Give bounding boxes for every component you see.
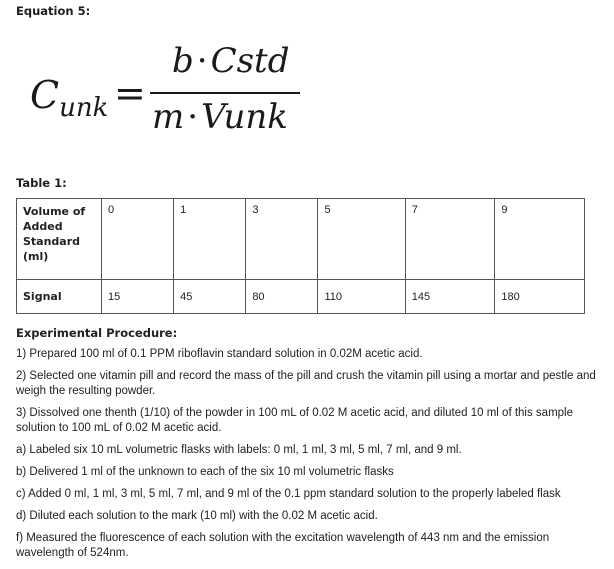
table-cell: 180 xyxy=(495,280,585,314)
equation-lhs xyxy=(30,73,109,123)
equation-numerator xyxy=(172,41,290,81)
procedure-step: 2) Selected one vitamin pill and record the mass of the pill and crush the vitamin pill using a mortar and pestle and weigh the resulting powder. xyxy=(16,370,596,397)
lhs-subscript: unk xyxy=(59,93,109,123)
numerator-subscript: std xyxy=(236,41,290,81)
equation-denominator xyxy=(152,97,288,137)
numerator-c: C xyxy=(210,41,237,81)
table-cell: 80 xyxy=(246,280,318,314)
numerator-dot: · xyxy=(196,41,208,81)
table-cell: 3 xyxy=(246,199,318,280)
row-header-signal: Signal xyxy=(17,280,102,314)
table-label: Table 1: xyxy=(16,176,67,190)
numerator-b: b xyxy=(172,41,194,81)
table-cell: 5 xyxy=(318,199,405,280)
denominator-m: m xyxy=(152,97,185,137)
procedure-title: Experimental Procedure: xyxy=(16,326,178,340)
denominator-dot: · xyxy=(187,97,199,137)
table-cell: 110 xyxy=(318,280,405,314)
procedure-step: a) Labeled six 10 mL volumetric flasks with labels: 0 ml, 1 ml, 3 ml, 5 ml, 7 ml, and 9 ml. xyxy=(16,444,462,456)
equation-formula xyxy=(22,41,312,154)
table-cell: 145 xyxy=(405,280,495,314)
table-cell: 9 xyxy=(495,199,585,280)
table-cell: 0 xyxy=(102,199,174,280)
table-cell: 15 xyxy=(102,280,174,314)
table-row-signal xyxy=(17,280,585,314)
denominator-subscript: unk xyxy=(223,97,288,137)
procedure-step: b) Delivered 1 ml of the unknown to each of the six 10 ml volumetric flasks xyxy=(16,466,394,478)
fraction-bar xyxy=(150,92,300,94)
procedure-step: d) Diluted each solution to the mark (10 ml) with the 0.02 M acetic acid. xyxy=(16,510,378,522)
procedure-step: 1) Prepared 100 ml of 0.1 PPM riboflavin standard solution in 0.02M acetic acid. xyxy=(16,348,423,360)
procedure-step: f) Measured the fluorescence of each solution with the excitation wavelength of 443 nm and the emission wavelength of 524nm. xyxy=(16,532,550,559)
table-row-volume xyxy=(17,199,585,280)
procedure-step: c) Added 0 ml, 1 ml, 3 ml, 5 ml, 7 ml, and 9 ml of the 0.1 ppm standard solution to the properly labeled flask xyxy=(16,488,561,500)
procedure-section xyxy=(16,326,596,568)
table-cell: 1 xyxy=(174,199,246,280)
data-table xyxy=(16,198,585,314)
table-cell: 7 xyxy=(405,199,495,280)
equation-label: Equation 5: xyxy=(16,4,91,18)
lhs-variable: C xyxy=(30,73,60,117)
procedure-step: 3) Dissolved one thenth (1/10) of the powder in 100 mL of 0.02 M acetic acid, and diluted 10 ml of this sample solution to 100 mL of 0.02 M acetic acid. xyxy=(16,407,573,434)
denominator-v: V xyxy=(201,97,224,137)
row-header-volume: Volume of Added Standard (ml) xyxy=(17,199,102,280)
table-cell: 45 xyxy=(174,280,246,314)
equals-sign: = xyxy=(114,71,146,115)
